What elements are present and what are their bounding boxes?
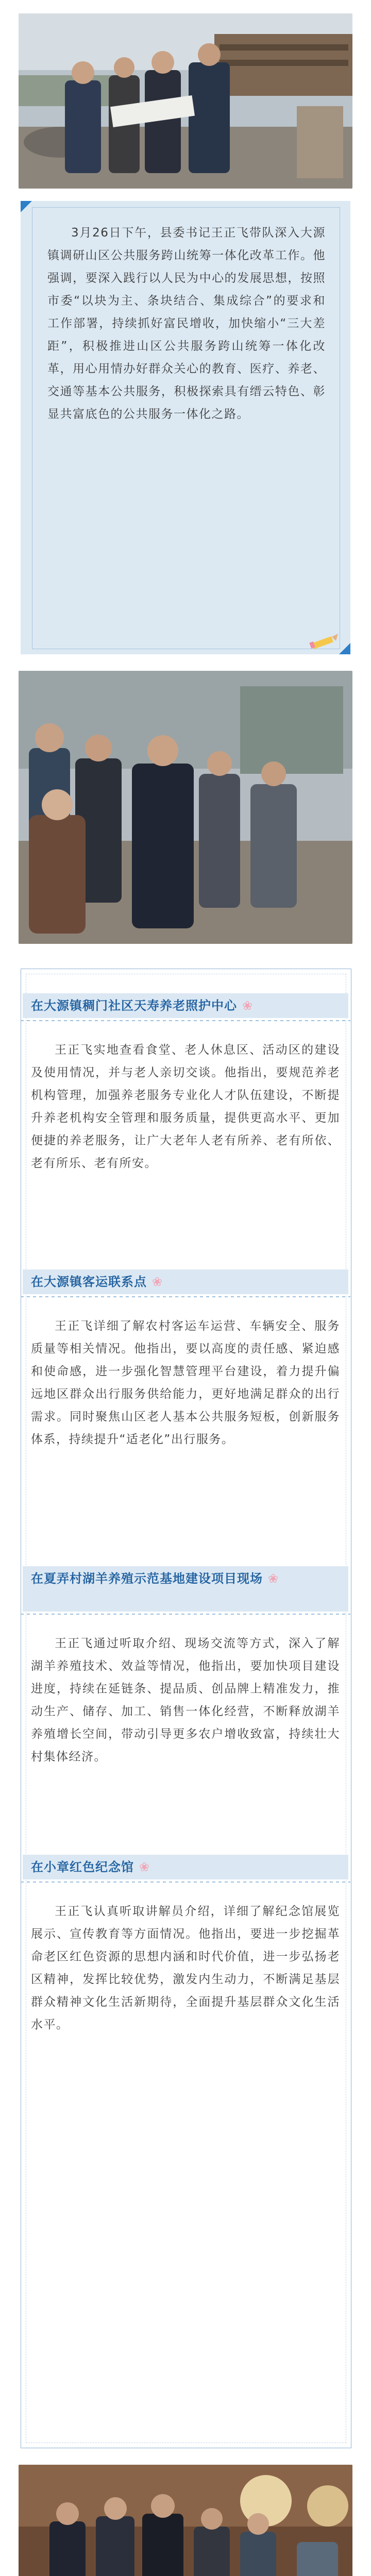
sprig-icon: ❀ <box>152 1275 163 1289</box>
section-title: 在夏弄村湖羊养殖示范基地建设项目现场 ❀ <box>31 1568 340 1589</box>
corner-decoration <box>339 643 350 654</box>
corner-decoration <box>21 201 32 212</box>
sprig-icon: ❀ <box>139 1860 150 1874</box>
section-paragraph: 王正飞详细了解农村客运车运营、车辆安全、服务质量等相关情况。他指出，要以高度的责任感、紧迫感和使命感，进一步强化智慧管理平台建设，着力提升偏远地区群众出行服务供给能力，更好地满足群众的出行需求。同时聚焦山区老人基本公共服务短板，创新服务体系，持续提升“适老化”出行服务。 <box>31 1319 340 1446</box>
section-title: 在大源镇稠门社区天寿养老照护中心 ❀ <box>31 995 253 1016</box>
photo-visit-elderly-center <box>19 671 352 944</box>
divider <box>21 1020 350 1021</box>
section-paragraph: 王正飞认真听取讲解员介绍，详细了解纪念馆展览展示、宣传教育等方面情况。他指出，要进一步挖掘革命老区红色资源的思想内涵和时代价值，进一步弘扬老区精神，发挥比较优势，激发内生动力，不断满足基层群众精神文化生活新期待，全面提升基层群众文化生活水平。 <box>31 1905 340 2031</box>
section-paragraph: 王正飞实地查看食堂、老人休息区、活动区的建设及使用情况，并与老人亲切交谈。他指出，要规范养老机构管理，加强养老服务专业化人才队伍建设，不断提升养老机构安全管理和服务质量，提供更高水平、更加便捷的养老服务，让广大老年人老有所养、老有所依、老有所乐、老有所安。 <box>31 1043 340 1170</box>
sprig-icon: ❀ <box>268 1571 279 1586</box>
section-paragraph: 王正飞通过听取介绍、现场交流等方式，深入了解湖羊养殖技术、效益等情况，他指出，要加快项目建设进度，持续在延链条、提品质、创品牌上精准发力，推动生产、储存、加工、销售一体化经营，不断释放湖羊养殖增长空间，带动引导更多农户增收致富，持续壮大村集体经济。 <box>31 1637 340 1764</box>
photo-meeting-indoor <box>19 2465 352 2576</box>
divider <box>21 1882 350 1883</box>
intro-paragraph: 3月26日下午，县委书记王正飞带队深入大源镇调研山区公共服务跨山统筹一体化改革工作。他强调，要深入践行以人民为中心的发展思想，按照市委“以块为主、条块结合、集成综合”的要求和工作部署，持续抓好富民增收，加快缩小“三大差距”，积极推进山区公共服务跨山统筹一体化改革，用心用情办好群众关心的教育、医疗、养老、交通等基本公共服务，积极探索具有缙云特色、彰显共富底色的公共服务一体化之路。 <box>47 226 326 421</box>
section-title: 在小章红色纪念馆 ❀ <box>31 1857 150 1877</box>
divider <box>21 1296 350 1297</box>
divider <box>21 1614 350 1615</box>
section-title: 在大源镇客运联系点 ❀ <box>31 1272 163 1292</box>
sprig-icon: ❀ <box>242 998 254 1013</box>
photo-inspection-outdoor <box>19 13 352 189</box>
pencil-icon <box>309 632 340 654</box>
